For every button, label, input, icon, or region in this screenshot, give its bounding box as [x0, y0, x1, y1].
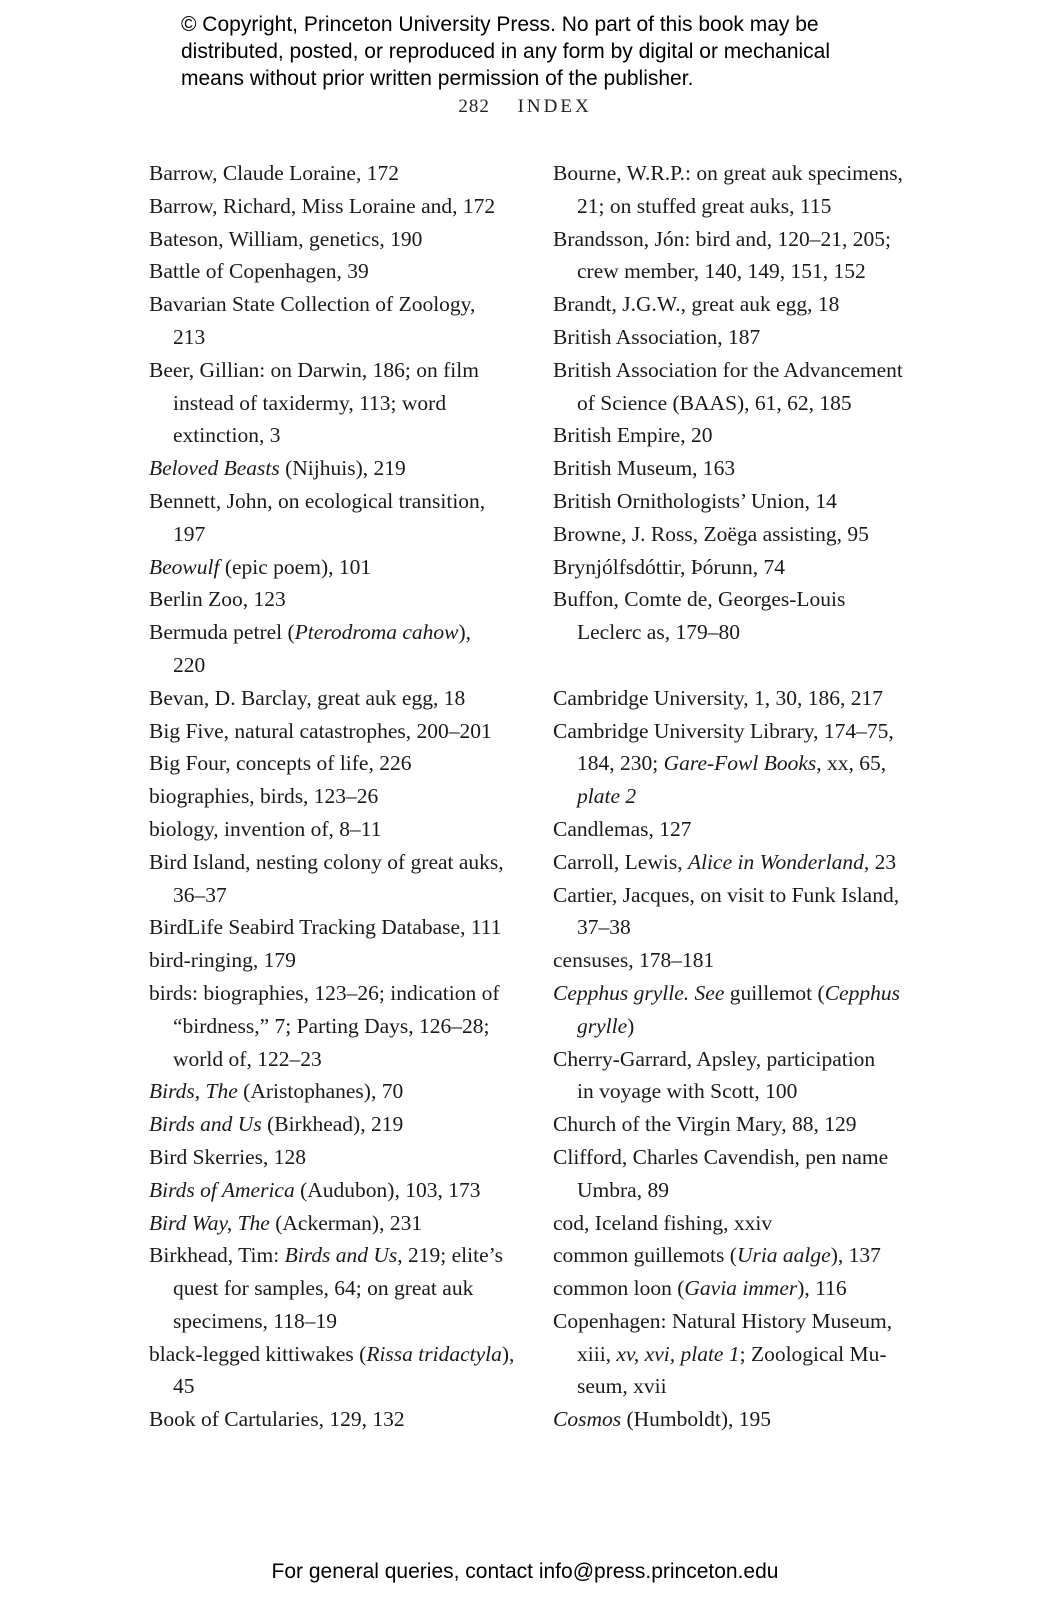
- index-entry-continuation: [149, 1305, 521, 1338]
- index-entry-line: [553, 1305, 925, 1338]
- index-text: (Birkhead), 219: [261, 1112, 404, 1137]
- index-italic-text: plate 2: [577, 784, 637, 809]
- index-text: common guillemots (: [553, 1243, 737, 1268]
- index-entry-continuation: [553, 1174, 925, 1207]
- index-entry-continuation: [553, 190, 925, 223]
- index-entry-line: [149, 977, 521, 1010]
- index-text: biographies, birds, 123–26: [149, 784, 379, 809]
- index-entry-line: [149, 780, 521, 813]
- index-text: extinction, 3: [173, 423, 281, 448]
- index-text: 37–38: [577, 915, 631, 940]
- index-entry-line: [149, 157, 521, 190]
- index-text: in voyage with Scott, 100: [577, 1079, 798, 1104]
- index-entry-line: [553, 419, 925, 452]
- index-section-gap: [553, 649, 925, 682]
- index-entry-line: [149, 485, 521, 518]
- index-text: Battle of Copenhagen, 39: [149, 259, 369, 284]
- index-entry-continuation: [149, 1272, 521, 1305]
- index-entry-continuation: [149, 321, 521, 354]
- index-italic-text: Beowulf: [149, 554, 220, 579]
- index-text: black-legged kittiwakes (: [149, 1341, 367, 1366]
- index-text: ), 116: [797, 1276, 847, 1301]
- index-entry-line: [553, 1141, 925, 1174]
- index-entry-line: [149, 911, 521, 944]
- index-text: , 23: [863, 849, 897, 874]
- index-text: Big Four, concepts of life, 226: [149, 751, 412, 776]
- index-text: 184, 230;: [577, 751, 664, 776]
- running-head: [0, 96, 1050, 118]
- index-italic-text: Birds, The: [149, 1079, 238, 1104]
- index-entry-continuation: [553, 1075, 925, 1108]
- copyright-line: means without prior written permission of the publisher.: [181, 67, 694, 90]
- index-entry-line: [149, 1141, 521, 1174]
- running-head-title: INDEX: [517, 96, 592, 117]
- index-text: ): [627, 1013, 635, 1038]
- index-text: British Museum, 163: [553, 456, 736, 481]
- index-entry-continuation: [553, 911, 925, 944]
- index-entry-line: [553, 452, 925, 485]
- index-text: Bird Island, nesting colony of great auks,: [149, 849, 504, 874]
- index-entry-line: [149, 354, 521, 387]
- index-text: cod, Iceland fishing, xxiv: [553, 1210, 773, 1235]
- index-entry-line: [553, 1207, 925, 1240]
- index-text: Carroll, Lewis,: [553, 849, 688, 874]
- index-entry-line: [149, 846, 521, 879]
- index-text: (Ackerman), 231: [269, 1210, 423, 1235]
- index-entry-line: [149, 223, 521, 256]
- index-text: specimens, 118–19: [173, 1308, 338, 1333]
- index-text: Birkhead, Tim:: [149, 1243, 285, 1268]
- index-entry-line: [149, 1239, 521, 1272]
- copyright-line: distributed, posted, or reproduced in any form by digital or mechanical: [181, 40, 831, 63]
- index-text: guillemot (: [724, 980, 825, 1005]
- index-entry-continuation: [149, 649, 521, 682]
- index-text: Cherry-Garrard, Apsley, participation: [553, 1046, 876, 1071]
- index-entry-line: [149, 1108, 521, 1141]
- index-text: British Association for the Advancement: [553, 357, 903, 382]
- index-text: 213: [173, 324, 206, 349]
- index-text: Bennett, John, on ecological transition,: [149, 488, 486, 513]
- index-italic-text: Gavia immer: [684, 1276, 798, 1301]
- index-entry-line: [149, 682, 521, 715]
- index-text: crew member, 140, 149, 151, 152: [577, 259, 866, 284]
- index-entry-line: [553, 977, 925, 1010]
- index-entry-line: [149, 551, 521, 584]
- index-text: British Association, 187: [553, 324, 761, 349]
- index-entry-line: [553, 1403, 925, 1436]
- index-column-right: [553, 157, 925, 1436]
- index-text: ),: [501, 1341, 515, 1366]
- index-text: Buffon, Comte de, Georges-Louis: [553, 587, 846, 612]
- index-italic-text: grylle: [577, 1013, 628, 1038]
- index-entry-line: [149, 288, 521, 321]
- index-entry-line: [149, 1075, 521, 1108]
- index-text: (Aristophanes), 70: [237, 1079, 404, 1104]
- index-text: Beer, Gillian: on Darwin, 186; on film: [149, 357, 479, 382]
- index-entry-continuation: [149, 1043, 521, 1076]
- index-italic-text: Rissa tridactyla: [366, 1341, 502, 1366]
- index-entry-line: [149, 715, 521, 748]
- index-entry-continuation: [149, 419, 521, 452]
- index-entry-line: [553, 321, 925, 354]
- index-text: Cambridge University Library, 174–75,: [553, 718, 894, 743]
- index-entry-line: [553, 944, 925, 977]
- index-text: Candlemas, 127: [553, 816, 692, 841]
- index-text: ; Zoological Mu-: [739, 1341, 887, 1366]
- index-text: Brandt, J.G.W., great auk egg, 18: [553, 292, 840, 317]
- index-entry-line: [553, 518, 925, 551]
- index-text: (epic poem), 101: [219, 554, 372, 579]
- index-text: Bavarian State Collection of Zoology,: [149, 292, 476, 317]
- index-text: world of, 122–23: [173, 1046, 322, 1071]
- index-text: Cambridge University, 1, 30, 186, 217: [553, 685, 884, 710]
- index-entry-line: [553, 354, 925, 387]
- index-text: “birdness,” 7; Parting Days, 126–28;: [173, 1013, 490, 1038]
- index-text: quest for samples, 64; on great auk: [173, 1276, 474, 1301]
- index-italic-text: Birds and Us: [149, 1112, 262, 1137]
- index-text: Berlin Zoo, 123: [149, 587, 286, 612]
- index-text: instead of taxidermy, 113; word: [173, 390, 447, 415]
- index-entry-continuation: [553, 1338, 925, 1371]
- index-text: (Humboldt), 195: [621, 1407, 772, 1432]
- index-text: ),: [458, 620, 472, 645]
- index-entry-continuation: [149, 518, 521, 551]
- index-entry-line: [553, 157, 925, 190]
- index-italic-text: Birds of America: [149, 1177, 295, 1202]
- index-text: 220: [173, 652, 206, 677]
- index-italic-text: Cosmos: [553, 1407, 622, 1432]
- index-italic-text: Alice in Wonderland: [687, 849, 864, 874]
- index-entry-line: [553, 551, 925, 584]
- index-italic-text: Pterodroma cahow: [294, 620, 459, 645]
- index-text: birds: biographies, 123–26; indication of: [149, 980, 500, 1005]
- index-entry-line: [149, 747, 521, 780]
- index-text: Brynjólfsdóttir, Þórunn, 74: [553, 554, 786, 579]
- index-text: xiii,: [577, 1341, 617, 1366]
- index-entry-line: [553, 485, 925, 518]
- index-text: Bourne, W.R.P.: on great auk specimens,: [553, 161, 903, 185]
- page-number: 282: [458, 96, 490, 117]
- index-text: Big Five, natural catastrophes, 200–201: [149, 718, 492, 743]
- index-text: British Ornithologists’ Union, 14: [553, 488, 837, 513]
- footer-contact: For general queries, contact info@press.princeton.edu: [271, 1560, 779, 1583]
- index-entry-line: [149, 255, 521, 288]
- index-entry-continuation: [553, 255, 925, 288]
- index-entry-line: [149, 1338, 521, 1371]
- index-entry-line: [149, 583, 521, 616]
- index-entry-line: [149, 452, 521, 485]
- index-text: Church of the Virgin Mary, 88, 129: [553, 1112, 857, 1137]
- index-entry-line: [553, 1239, 925, 1272]
- index-entry-continuation: [553, 616, 925, 649]
- index-italic-text: Gare-Fowl Books: [663, 751, 817, 776]
- index-text: Clifford, Charles Cavendish, pen name: [553, 1144, 889, 1169]
- index-entry-line: [149, 1403, 521, 1436]
- index-text: Bevan, D. Barclay, great auk egg, 18: [149, 685, 466, 710]
- index-text: Bird Skerries, 128: [149, 1144, 307, 1169]
- index-text: common loon (: [553, 1276, 685, 1301]
- index-entry-continuation: [149, 387, 521, 420]
- index-entry-line: [553, 813, 925, 846]
- index-entry-line: [553, 583, 925, 616]
- index-entry-continuation: [553, 1010, 925, 1043]
- index-entry-continuation: [149, 879, 521, 912]
- index-text: Barrow, Richard, Miss Loraine and, 172: [149, 193, 496, 218]
- index-text: Umbra, 89: [577, 1177, 669, 1202]
- index-text: Barrow, Claude Loraine, 172: [149, 161, 399, 185]
- index-entry-line: [149, 813, 521, 846]
- index-italic-text: Bird Way, The: [149, 1210, 270, 1235]
- index-entry-continuation: [553, 387, 925, 420]
- index-text: Book of Cartularies, 129, 132: [149, 1407, 405, 1432]
- index-text: censuses, 178–181: [553, 948, 715, 973]
- index-text: Copenhagen: Natural History Museum,: [553, 1308, 893, 1333]
- index-text: of Science (BAAS), 61, 62, 185: [577, 390, 852, 415]
- index-text: British Empire, 20: [553, 423, 713, 448]
- index-italic-text: xv, xvi, plate 1: [616, 1341, 740, 1366]
- index-italic-text: Birds and Us: [284, 1243, 398, 1268]
- index-entry-line: [553, 288, 925, 321]
- index-entry-continuation: [553, 780, 925, 813]
- index-entry-line: [553, 223, 925, 256]
- index-entry-line: [553, 715, 925, 748]
- index-entry-line: [149, 944, 521, 977]
- index-entry-line: [553, 1043, 925, 1076]
- index-italic-text: Cepphus: [824, 980, 900, 1005]
- index-text: seum, xvii: [577, 1374, 667, 1399]
- index-entry-line: [553, 1108, 925, 1141]
- index-text: 21; on stuffed great auks, 115: [577, 193, 832, 218]
- index-entry-line: [553, 1272, 925, 1305]
- copyright-notice: [181, 11, 921, 92]
- index-text: Bermuda petrel (: [149, 620, 295, 645]
- index-italic-text: Uria aalge: [736, 1243, 831, 1268]
- index-text: ), 137: [830, 1243, 881, 1268]
- index-text: Browne, J. Ross, Zoëga assisting, 95: [553, 521, 869, 546]
- index-entry-line: [149, 1207, 521, 1240]
- index-entry-line: [553, 879, 925, 912]
- index-entry-continuation: [149, 1010, 521, 1043]
- index-italic-text: Cepphus grylle. See: [553, 980, 725, 1005]
- index-text: Brandsson, Jón: bird and, 120–21, 205;: [553, 226, 892, 251]
- index-text: 197: [173, 521, 206, 546]
- index-text: Bateson, William, genetics, 190: [149, 226, 423, 251]
- index-text: (Audubon), 103, 173: [294, 1177, 481, 1202]
- index-text: 45: [173, 1374, 195, 1399]
- index-text: , xx, 65,: [816, 751, 887, 776]
- index-text: bird-ringing, 179: [149, 948, 296, 973]
- index-entry-line: [149, 1174, 521, 1207]
- index-entry-line: [149, 616, 521, 649]
- index-text: 36–37: [173, 882, 227, 907]
- index-entry-line: [149, 190, 521, 223]
- index-text: , 219; elite’s: [397, 1243, 503, 1268]
- index-entry-line: [553, 682, 925, 715]
- index-entry-line: [553, 846, 925, 879]
- index-text: biology, invention of, 8–11: [149, 816, 382, 841]
- index-text: Leclerc as, 179–80: [577, 620, 740, 645]
- index-column-left: [149, 157, 521, 1436]
- index-text: BirdLife Seabird Tracking Database, 111: [149, 915, 502, 940]
- copyright-line: © Copyright, Princeton University Press. No part of this book may be: [181, 13, 819, 36]
- index-text: Cartier, Jacques, on visit to Funk Island,: [553, 882, 900, 907]
- index-entry-continuation: [553, 747, 925, 780]
- index-text: (Nijhuis), 219: [279, 456, 406, 481]
- index-italic-text: Beloved Beasts: [149, 456, 280, 481]
- index-entry-continuation: [553, 1370, 925, 1403]
- index-entry-continuation: [149, 1370, 521, 1403]
